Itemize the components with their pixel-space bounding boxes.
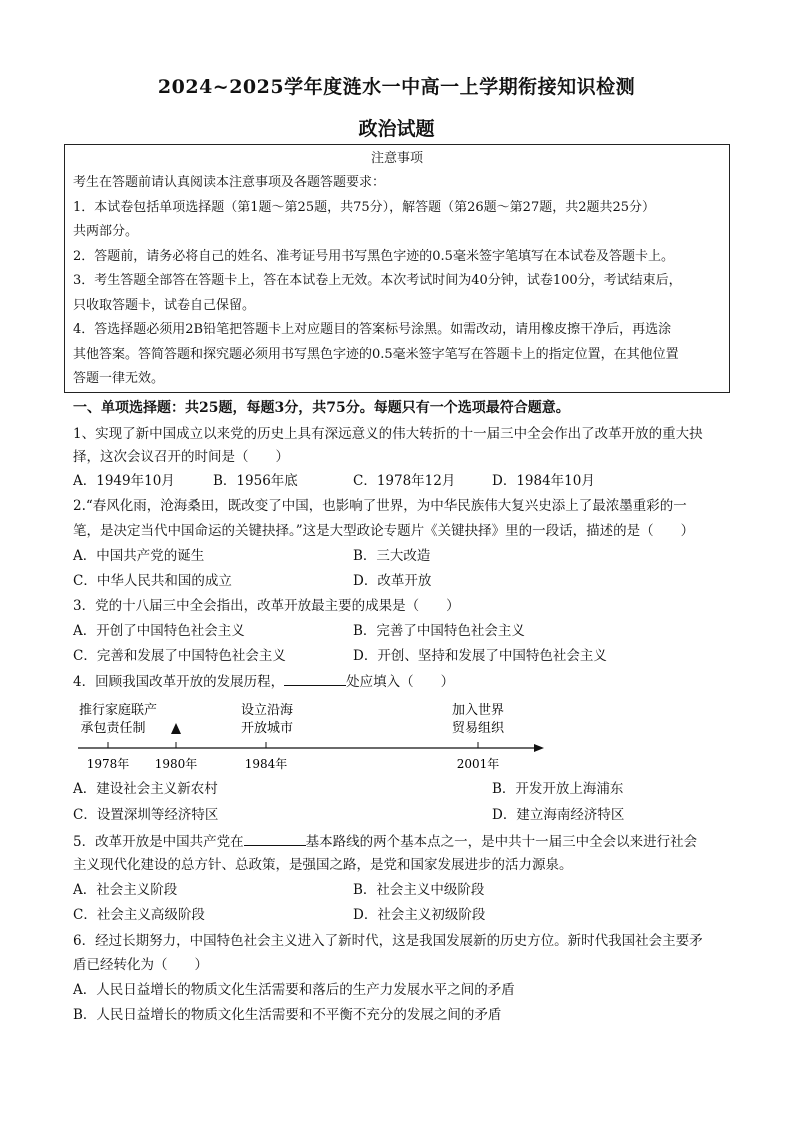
q4-blank bbox=[284, 671, 346, 686]
q4-option-a: A．建设社会主义新农村 bbox=[73, 781, 218, 797]
q3-option-d: D．开创、坚持和发展了中国特色社会主义 bbox=[353, 648, 607, 664]
notice-box bbox=[64, 144, 730, 393]
q5-option-c: C．社会主义高级阶段 bbox=[73, 907, 205, 923]
q5-prefix: 5．改革开放是中国共产党在 bbox=[73, 834, 244, 850]
q1-option-b: B．1956年底 bbox=[213, 473, 298, 489]
notice-line: 4．答选择题必须用2B铅笔把答题卡上对应题目的答案标号涂黑。如需改动，请用橡皮擦干净后，再选涂 bbox=[73, 322, 672, 337]
q4-suffix: 处应填入（ ） bbox=[346, 674, 455, 690]
question-6-line: 6．经过长期努力，中国特色社会主义进入了新时代，这是我国发展新的历史方位。新时代我国社会主要矛 bbox=[73, 933, 703, 949]
timeline-label-1978-a: 推行家庭联产 bbox=[78, 703, 158, 718]
timeline-label-2001-a: 加入世界 bbox=[451, 703, 505, 718]
timeline-year-1984: 1984年 bbox=[244, 757, 288, 771]
notice-line: 只收取答题卡，试卷自己保留。 bbox=[73, 297, 256, 313]
notice-line: 其他答案。答简答题和探究题必须用书写黑色字迹的0.5毫米签字笔写在答题卡上的指定位置，在其他位置 bbox=[73, 346, 679, 362]
q3-option-c: C．完善和发展了中国特色社会主义 bbox=[73, 648, 286, 664]
question-3-line: 3．党的十八届三中全会指出，改革开放最主要的成果是（ ） bbox=[73, 598, 460, 614]
q2-option-b: B．三大改造 bbox=[353, 548, 431, 564]
timeline-arrow-icon bbox=[534, 744, 544, 752]
question-6-line: 盾已经转化为（ ） bbox=[73, 957, 208, 973]
timeline-label-2001-b: 贸易组织 bbox=[451, 721, 505, 736]
q5-blank bbox=[244, 831, 306, 846]
notice-line: 考生在答题前请认真阅读本注意事项及各题答题要求： bbox=[73, 175, 386, 190]
q3-option-a: A．开创了中国特色社会主义 bbox=[73, 623, 245, 639]
q6-option-b: B．人民日益增长的物质文化生活需要和不平衡不充分的发展之间的矛盾 bbox=[73, 1007, 502, 1023]
timeline-year-1980: 1980年 bbox=[154, 757, 198, 771]
q4-option-d: D．建立海南经济特区 bbox=[492, 807, 625, 823]
question-4-line bbox=[73, 671, 454, 692]
timeline-blank-marker bbox=[171, 723, 181, 734]
q5-option-a: A．社会主义阶段 bbox=[73, 882, 178, 898]
q2-option-d: D．改革开放 bbox=[353, 573, 432, 589]
q1-option-a: A．1949年10月 bbox=[73, 473, 175, 489]
q5-option-b: B．社会主义中级阶段 bbox=[353, 882, 485, 898]
q2-option-c: C．中华人民共和国的成立 bbox=[73, 573, 232, 589]
section-heading: 一、单项选择题：共25题，每题3分，共75分。每题只有一个选项最符合题意。 bbox=[73, 400, 570, 416]
q3-option-b: B．完善了中国特色社会主义 bbox=[353, 623, 525, 639]
notice-line: 3．考生答题全部答在答题卡上，答在本试卷上无效。本次考试时间为40分钟，试卷100分，考试结束后， bbox=[73, 273, 682, 288]
q6-option-a: A．人民日益增长的物质文化生活需要和落后的生产力发展水平之间的矛盾 bbox=[73, 982, 515, 998]
question-2-line: 笔，是决定当代中国命运的关键抉择。”这是大型政论专题片《关键抉择》里的一段话，描述的是（ ） bbox=[73, 523, 695, 539]
question-2-line: 2.“春风化雨，沧海桑田，既改变了中国，也影响了世界，为中华民族伟大复兴史添上了最浓墨重彩的一 bbox=[73, 498, 687, 514]
q4-option-b: B．开发开放上海浦东 bbox=[492, 781, 624, 797]
q5-option-d: D．社会主义初级阶段 bbox=[353, 907, 486, 923]
notice-heading: 注意事项 bbox=[370, 151, 423, 166]
q4-prefix: 4．回顾我国改革开放的发展历程， bbox=[73, 674, 285, 690]
q1-option-d: D．1984年10月 bbox=[492, 473, 595, 489]
notice-line: 答题一律无效。 bbox=[73, 371, 165, 386]
timeline-label-1984-a: 设立沿海 bbox=[240, 703, 294, 718]
notice-line: 2．答题前，请务必将自己的姓名、准考证号用书写黑色字迹的0.5毫米签字笔填写在本试卷及答题卡上。 bbox=[73, 248, 674, 264]
notice-line: 共两部分。 bbox=[73, 224, 139, 239]
timeline-label-1978-b: 承包责任制 bbox=[80, 721, 146, 736]
timeline-year-1978: 1978年 bbox=[86, 757, 130, 771]
timeline-label-1984-b: 开放城市 bbox=[240, 721, 294, 736]
question-5-line: 主义现代化建设的总方针、总政策，是强国之路，是党和国家发展进步的活力源泉。 bbox=[73, 857, 573, 873]
q1-option-c: C．1978年12月 bbox=[353, 473, 456, 489]
exam-title: 2024~2025学年度涟水一中高一上学期衔接知识检测 bbox=[157, 76, 636, 98]
exam-subject: 政治试题 bbox=[358, 118, 435, 140]
q5-suffix: 基本路线的两个基本点之一，是中共十一届三中全会以来进行社会 bbox=[305, 834, 698, 850]
q4-option-c: C．设置深圳等经济特区 bbox=[73, 807, 219, 823]
question-1-line: 择，这次会议召开的时间是（ ） bbox=[73, 449, 289, 465]
timeline-year-2001: 2001年 bbox=[456, 757, 500, 771]
q2-option-a: A．中国共产党的诞生 bbox=[73, 548, 205, 564]
question-5-line bbox=[73, 831, 697, 852]
question-1-line: 1、实现了新中国成立以来党的历史上具有深远意义的伟大转折的十一届三中全会作出了改革开放的重大抉 bbox=[73, 426, 703, 442]
reform-timeline bbox=[70, 698, 550, 776]
notice-line: 1．本试卷包括单项选择题（第1题～第25题，共75分），解答题（第26题～第27题，共2题共25分） bbox=[73, 199, 656, 215]
